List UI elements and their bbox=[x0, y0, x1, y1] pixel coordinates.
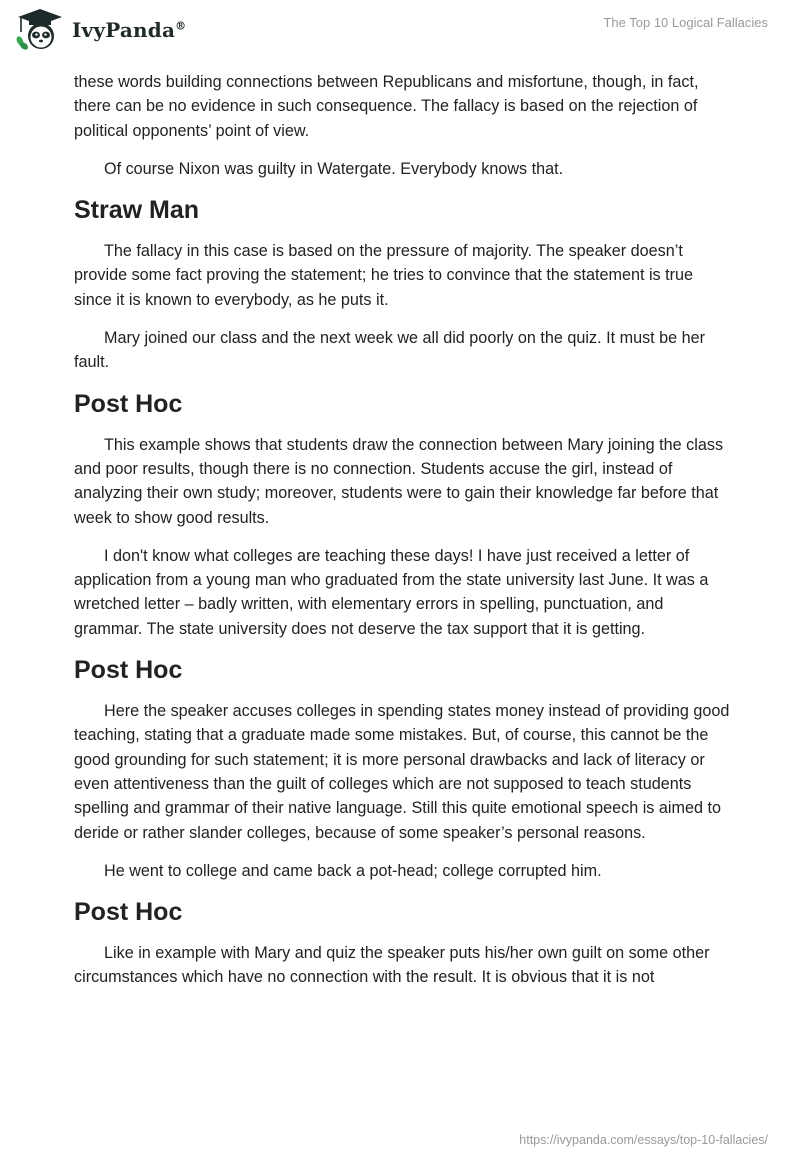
example-paragraph: He went to college and came back a pot-head; college corrupted him. bbox=[104, 861, 602, 880]
paragraph: The fallacy in this case is based on the pressure of majority. The speaker doesn’t provide some fact proving the statement; he tries to convince that the statement is true since it is known to everybody, as he puts it. bbox=[74, 242, 694, 309]
paragraph: Like in example with Mary and quiz the speaker puts his/her own guilt on some other circumstances which have no connection with the result. It is obvious that it is not bbox=[74, 944, 710, 987]
example-paragraph: I don't know what colleges are teaching these days! I have just received a letter of application from a young man who graduated from the state university last June. It was a wretched letter – badly written, with elementary errors in spelling, punctuation, and grammar. The state university does not deserve the tax support that it is getting. bbox=[74, 546, 709, 638]
section-heading: Post Hoc bbox=[74, 389, 183, 418]
example-paragraph: Of course Nixon was guilty in Watergate. Everybody knows that. bbox=[104, 159, 564, 178]
brand-name: IvyPanda® bbox=[72, 18, 187, 42]
brand-logo[interactable] bbox=[14, 8, 186, 52]
section-heading: Straw Man bbox=[74, 196, 200, 225]
paragraph: Here the speaker accuses colleges in spending states money instead of providing good teaching, stating that a graduate made some mistakes. But, of course, this cannot be the good grounding for such statement; it is more personal drawbacks and lack of literacy or even attentiveness than the guilt of colleges which are not supposed to teach students spelling and grammar of their native language. Still this quite emotional speech is aimed to deride or rather slander colleges, because of some speaker’s personal reasons. bbox=[74, 702, 730, 842]
essay-body bbox=[74, 70, 734, 1004]
section-heading: Post Hoc bbox=[74, 898, 183, 927]
paragraph: these words building connections between Republicans and misfortune, though, in fact, there can be no evidence in such consequence. The fallacy is based on the rejection of political opponents’ point of view. bbox=[74, 73, 699, 140]
page-header bbox=[0, 0, 800, 60]
panda-logo-icon bbox=[14, 8, 66, 52]
section-heading: Post Hoc bbox=[74, 656, 183, 685]
document-title: The Top 10 Logical Fallacies bbox=[603, 15, 768, 30]
paragraph: This example shows that students draw the connection between Mary joining the class and poor results, though there is no connection. Students accuse the girl, instead of analyzing their own study; moreover, students were to gain their knowledge far before that week to show good results. bbox=[74, 435, 724, 527]
registered-mark: ® bbox=[175, 19, 187, 33]
source-url-link[interactable]: https://ivypanda.com/essays/top-10-fallacies/ bbox=[519, 1133, 768, 1147]
example-paragraph: Mary joined our class and the next week we all did poorly on the quiz. It must be her fault. bbox=[74, 329, 706, 372]
